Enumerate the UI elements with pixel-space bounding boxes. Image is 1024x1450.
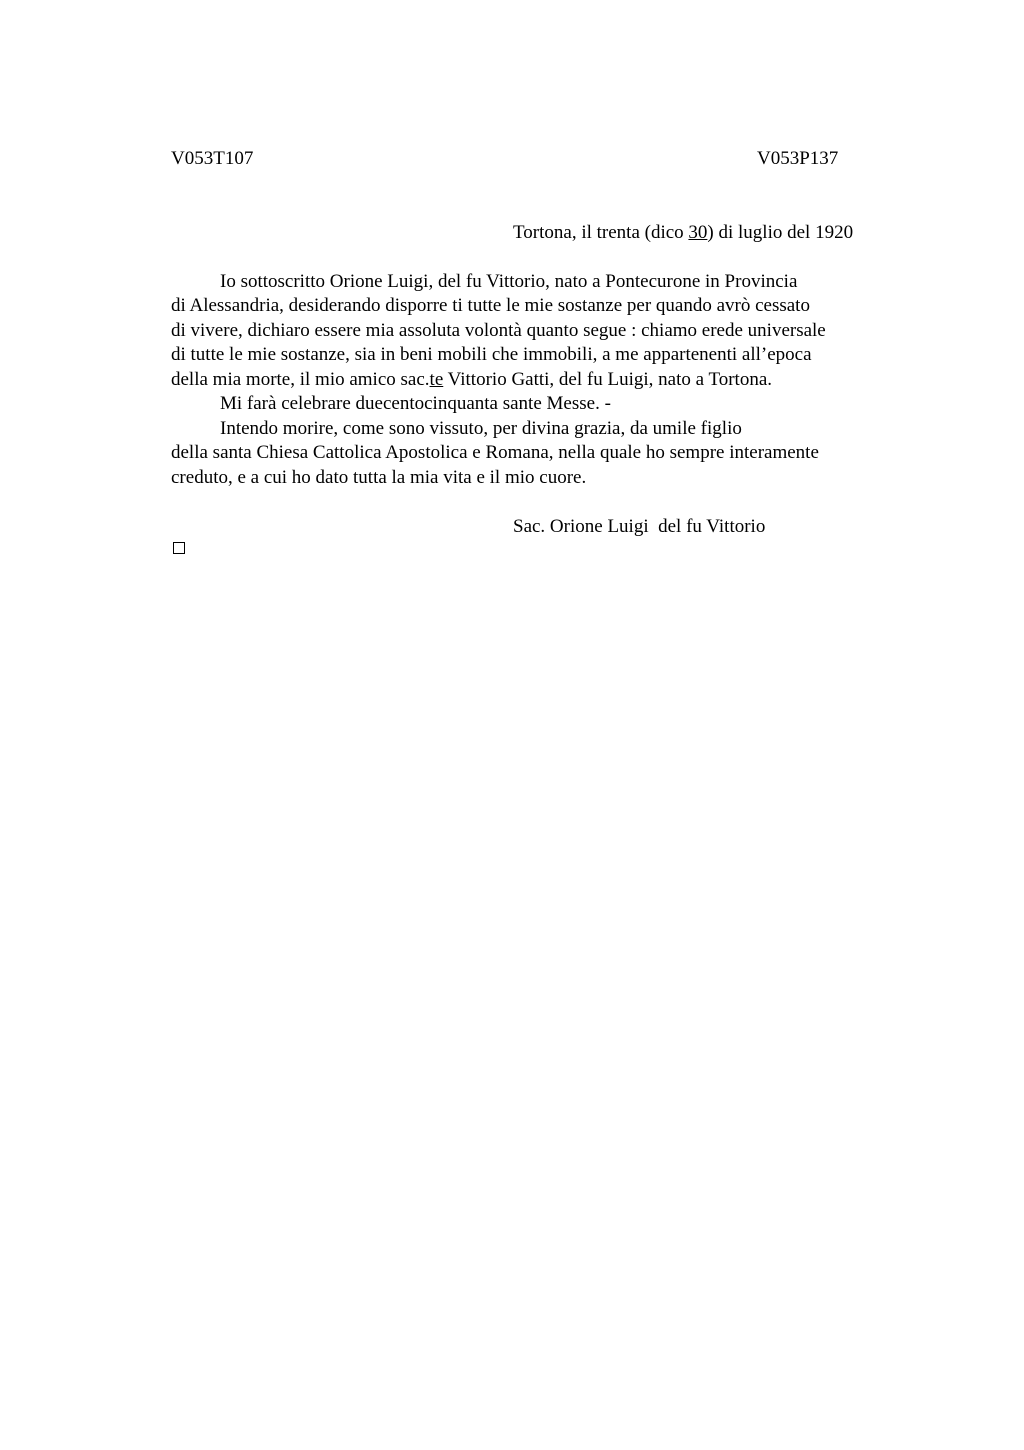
body-line-6: Mi farà celebrare duecentocinquanta sante Messe. - (220, 393, 611, 414)
header-left-code: V053T107 (171, 148, 254, 169)
body-line-5-before: della mia morte, il mio amico sac. (171, 369, 430, 390)
dateline (513, 221, 853, 246)
body-line-7: Intendo morire, come sono vissuto, per divina grazia, da umile figlio (220, 418, 742, 439)
dateline-text-after: ) di luglio del 1920 (707, 222, 854, 243)
body-line-4: di tutte le mie sostanze, sia in beni mobili che immobili, a me appartenenti all’epoca (171, 344, 812, 365)
body-line-1: Io sottoscritto Orione Luigi, del fu Vittorio, nato a Pontecurone in Provincia (220, 271, 798, 292)
signature: Sac. Orione Luigi del fu Vittorio (513, 516, 766, 537)
empty-square-glyph (173, 542, 185, 554)
body-line-5-after: Vittorio Gatti, del fu Luigi, nato a Tortona. (443, 369, 773, 390)
body-line-9: creduto, e a cui ho dato tutta la mia vita e il mio cuore. (171, 467, 587, 488)
body-line-3: di vivere, dichiaro essere mia assoluta volontà quanto segue : chiamo erede universale (171, 320, 826, 341)
dateline-text-before: Tortona, il trenta (dico (513, 222, 689, 243)
body-line-2: di Alessandria, desiderando disporre ti tutte le mie sostanze per quando avrò cessato (171, 295, 810, 316)
body-line-5-underlined: te (429, 369, 444, 390)
body-line-8: della santa Chiesa Cattolica Apostolica e Romana, nella quale ho sempre interamente (171, 442, 819, 463)
body-line-5 (171, 368, 772, 393)
header-right-code: V053P137 (757, 148, 839, 169)
dateline-underlined-day: 30 (688, 222, 708, 243)
